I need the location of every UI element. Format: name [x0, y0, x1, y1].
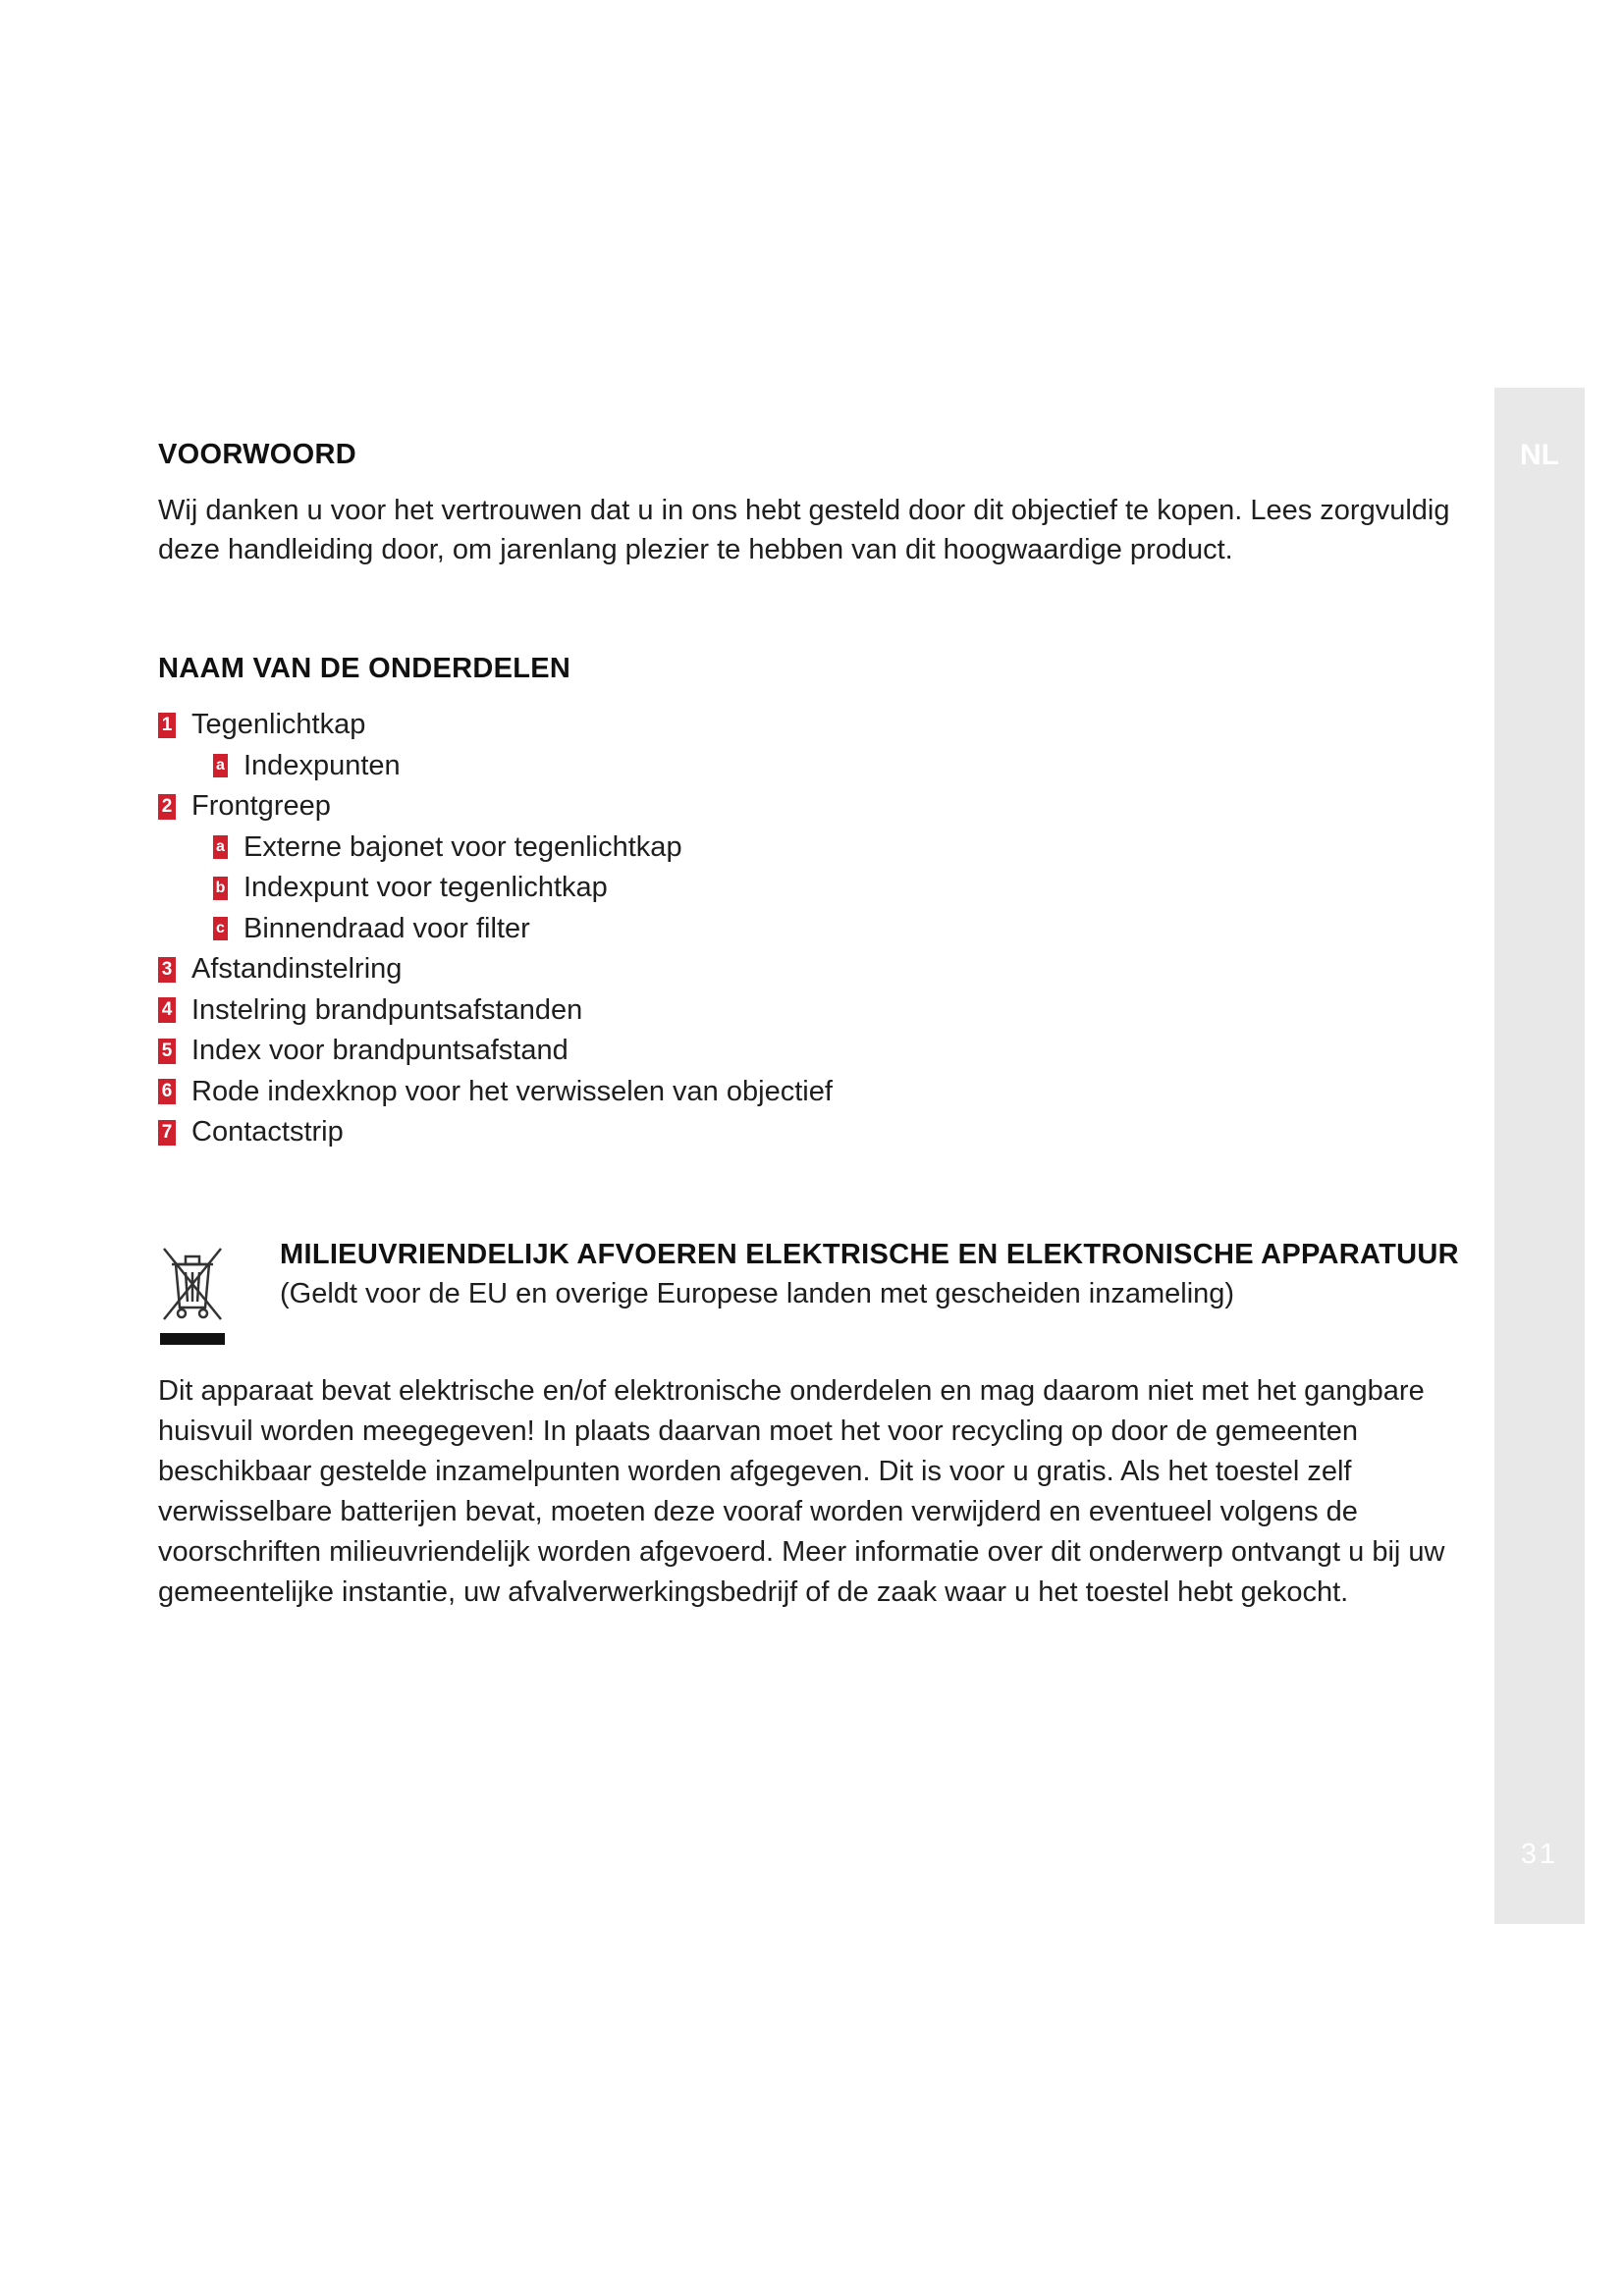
- part-letter-badge: b: [213, 877, 228, 900]
- language-side-tab: [1494, 388, 1585, 1924]
- part-number-badge: 5: [158, 1039, 176, 1064]
- part-label: Tegenlichtkap: [191, 709, 366, 740]
- parts-list-subitem: [158, 746, 833, 787]
- parts-list-item: [158, 990, 833, 1032]
- part-number-badge: 2: [158, 794, 176, 820]
- part-label: Rode indexknop voor het verwisselen van objectief: [191, 1075, 833, 1107]
- disposal-title: MILIEUVRIENDELIJK AFVOEREN ELEKTRISCHE EN ELEKTRONISCHE APPARATUUR: [280, 1239, 1459, 1270]
- weee-crossed-bin-icon: [158, 1239, 227, 1347]
- parts-list-item: [158, 949, 833, 990]
- page-number: 31: [1520, 1839, 1559, 1870]
- part-label: Index voor brandpuntsafstand: [191, 1035, 568, 1066]
- part-number-badge: 7: [158, 1120, 176, 1146]
- parts-list-item: [158, 705, 833, 746]
- part-label: Instelring brandpuntsafstanden: [191, 993, 583, 1026]
- part-label: Indexpunt voor tegenlichtkap: [244, 872, 608, 903]
- part-label: Indexpunten: [244, 749, 401, 781]
- foreword-title: VOORWOORD: [158, 439, 356, 470]
- parts-title: NAAM VAN DE ONDERDELEN: [158, 653, 571, 684]
- disposal-subtitle: (Geldt voor de EU en overige Europese landen met gescheiden inzameling): [280, 1278, 1235, 1309]
- part-letter-badge: c: [213, 917, 228, 940]
- parts-list: [158, 705, 833, 1153]
- part-label: Binnendraad voor filter: [244, 912, 530, 944]
- part-label: Afstandinstelring: [191, 953, 403, 985]
- part-label: Frontgreep: [191, 790, 331, 822]
- disposal-body: Dit apparaat bevat elektrische en/of elektronische onderdelen en mag daarom niet met het gangbare huisvuil worden meegegeven! In plaats daarvan moet het voor recycling op door de gemeenten beschikbaar gestelde inzamelpunten worden afgegeven. Dit is voor u gratis. Als het toestel zelf verwisselbare batterijen bevat, moeten deze vooraf worden verwijderd en eventueel volgens de voorschriften milieuvriendelijk worden afgevoerd. Meer informatie over dit onderwerp ontvangt u bij uw gemeentelijke instantie, uw afvalverwerkingsbedrijf of de zaak waar u het toestel hebt gekocht.: [158, 1375, 1445, 1608]
- parts-list-subitem: [158, 828, 833, 869]
- foreword-text: Wij danken u voor het vertrouwen dat u in ons hebt gesteld door dit objectief te kopen. Lees zorgvuldig deze handleiding door, om jarenlang plezier te hebben van dit hoogwaardige product.: [158, 495, 1450, 565]
- parts-list-item: [158, 1031, 833, 1072]
- parts-list-item: [158, 1072, 833, 1113]
- part-letter-badge: a: [213, 754, 228, 777]
- language-label: NL: [1520, 439, 1559, 471]
- parts-list-item: [158, 786, 833, 828]
- part-number-badge: 4: [158, 997, 176, 1023]
- parts-list-subitem: [158, 909, 833, 950]
- part-number-badge: 1: [158, 713, 176, 738]
- part-number-badge: 3: [158, 957, 176, 983]
- parts-list-subitem: [158, 868, 833, 909]
- part-label: Externe bajonet voor tegenlichtkap: [244, 830, 682, 863]
- part-letter-badge: a: [213, 835, 228, 859]
- parts-list-item: [158, 1112, 833, 1153]
- part-label: Contactstrip: [191, 1116, 344, 1148]
- part-number-badge: 6: [158, 1079, 176, 1104]
